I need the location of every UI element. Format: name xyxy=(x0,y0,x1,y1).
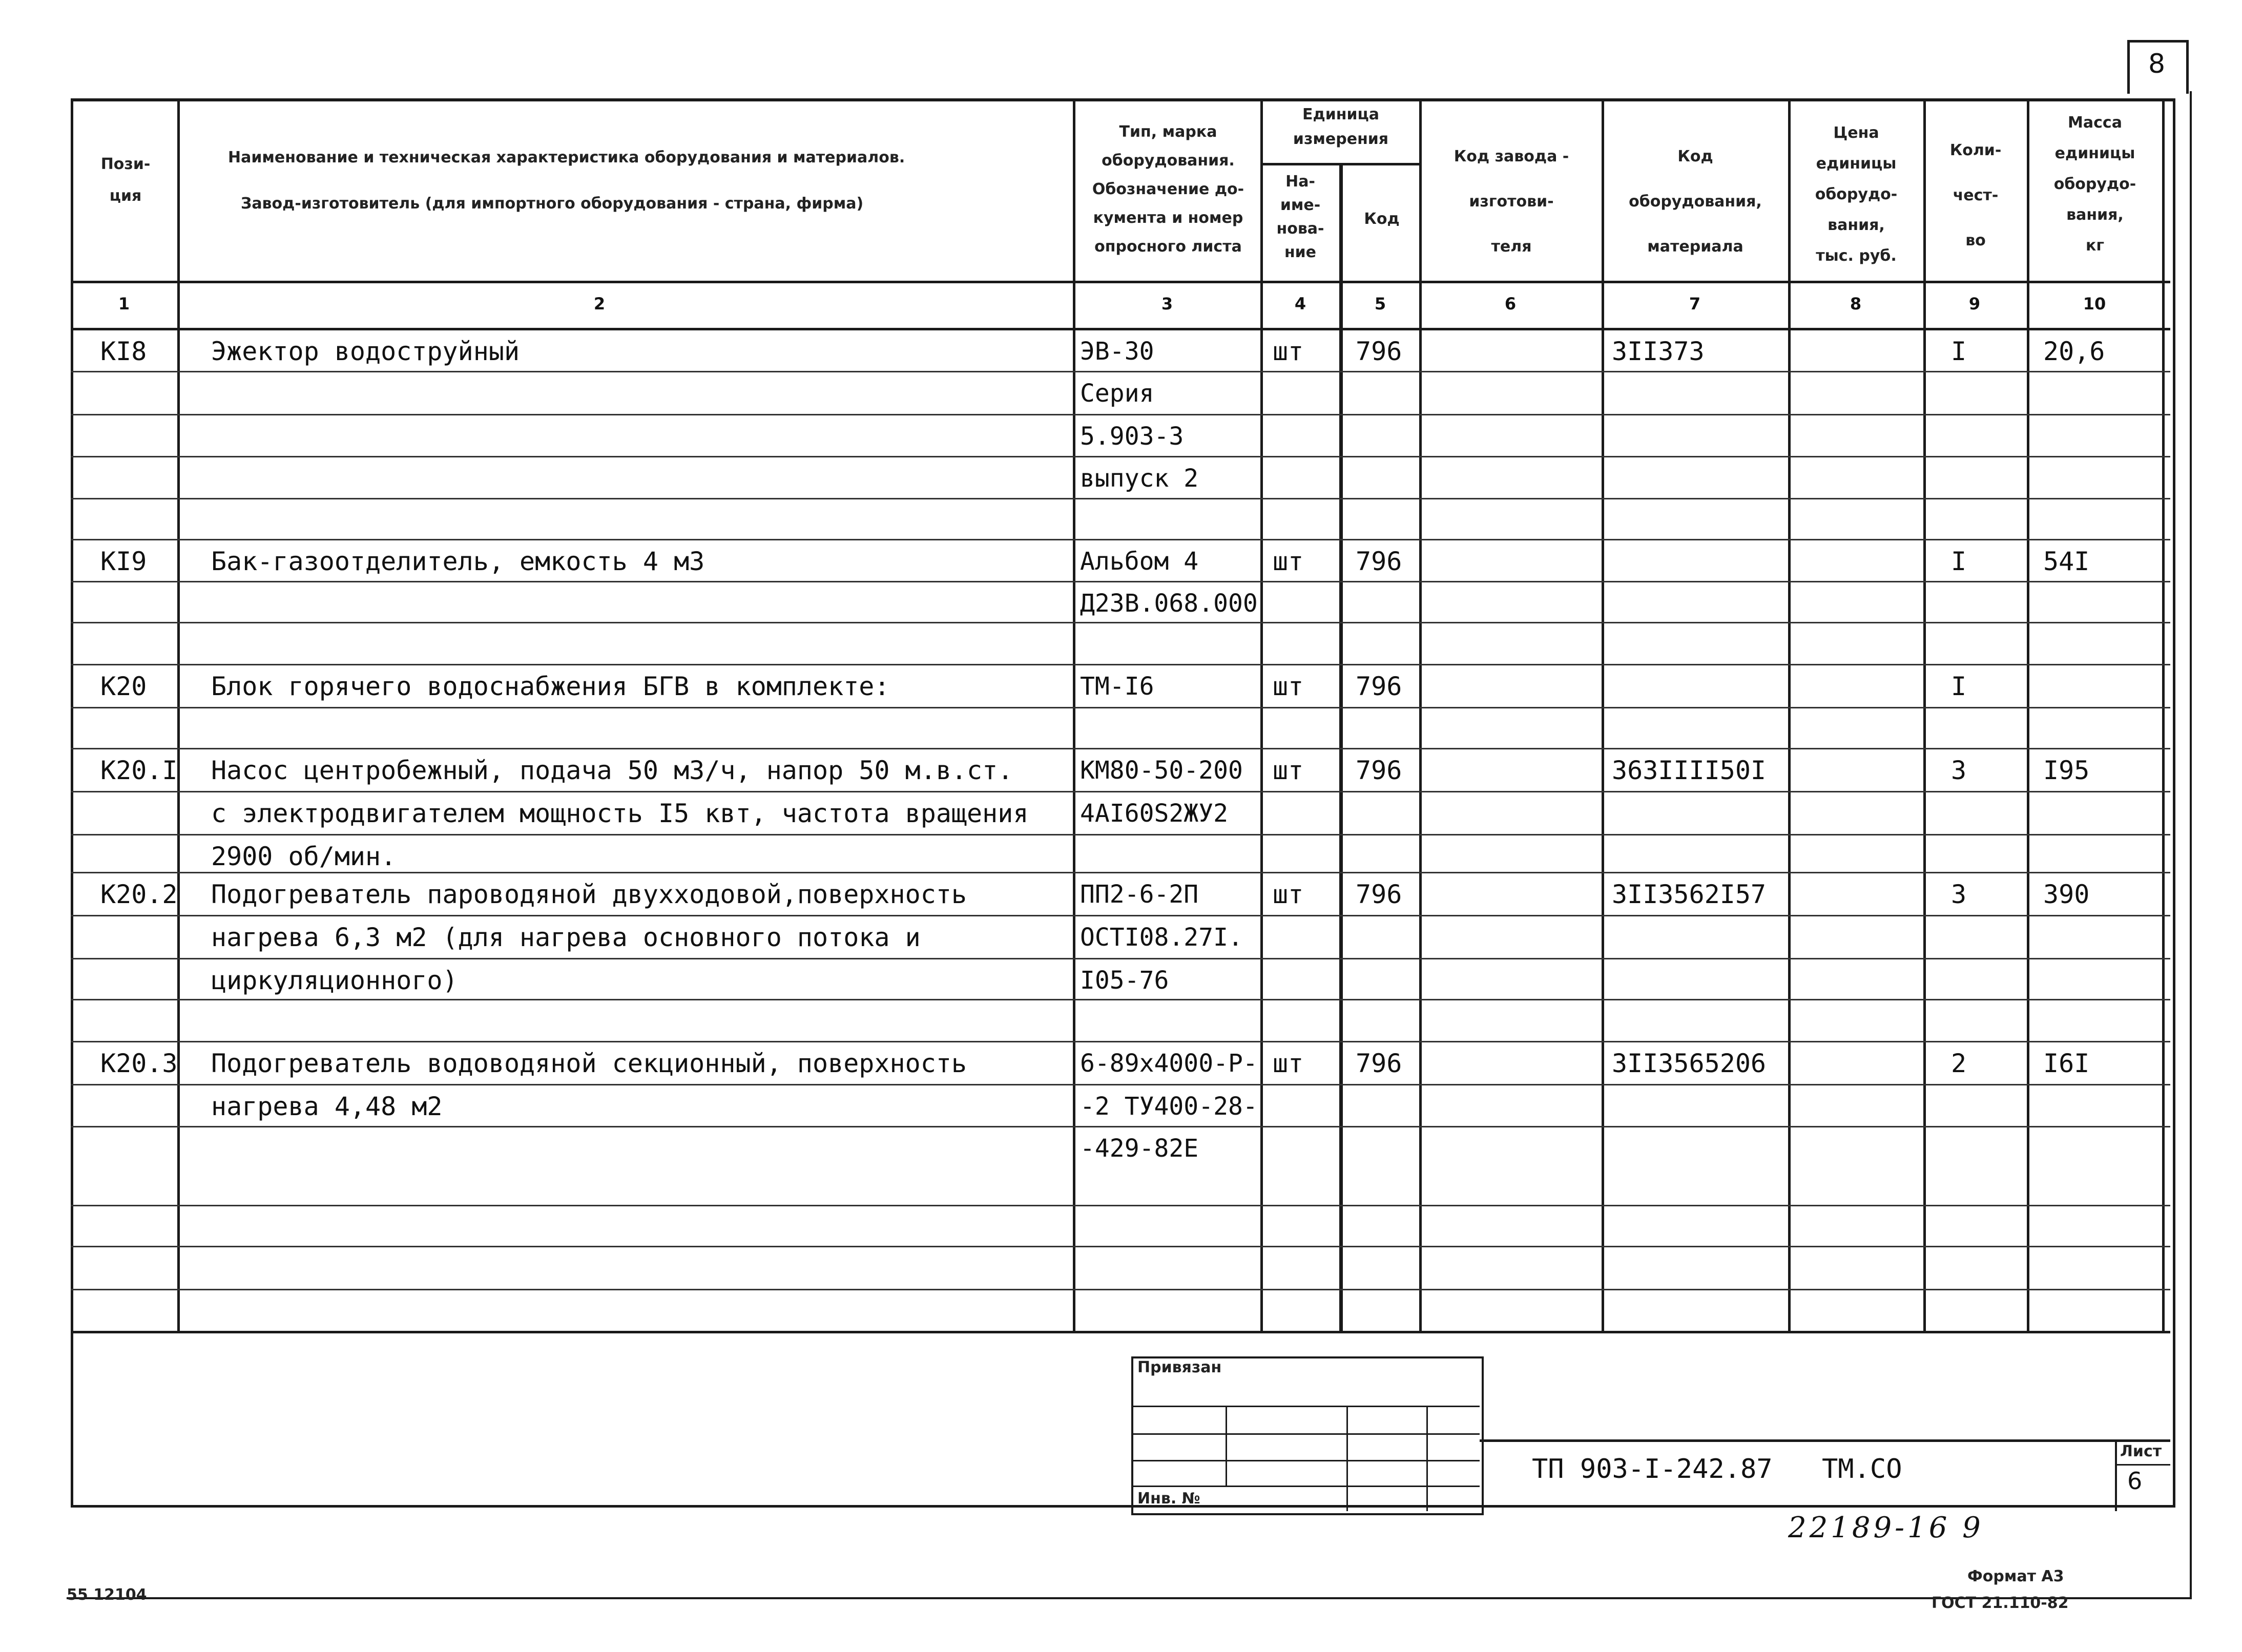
cell-qty: 2 xyxy=(1951,1049,1967,1078)
outer-frame-bottom xyxy=(67,1597,2192,1599)
col-number: 4 xyxy=(1294,294,1306,313)
cell-name: нагрева 6,3 м2 (для нагрева основного потока и xyxy=(211,923,921,952)
cell-name: Эжектор водоструйный xyxy=(211,337,520,366)
row-divider xyxy=(71,1041,2170,1042)
row-divider xyxy=(71,958,2170,959)
cell-unit: шт xyxy=(1273,1049,1304,1078)
col-number: 5 xyxy=(1374,294,1386,313)
sheet-label: Лист xyxy=(2120,1442,2162,1460)
cell-pos: KI9 xyxy=(100,547,147,576)
cell-name: Блок горячего водоснабжения БГВ в комплекте: xyxy=(211,672,890,701)
cell-mass: I95 xyxy=(2043,756,2090,785)
col-divider xyxy=(1788,98,1791,1332)
cell-type: 6-89х4000-Р- xyxy=(1080,1049,1258,1078)
cell-type: КМ80-50-200 xyxy=(1080,756,1243,785)
header-qty: Коли- чест- во xyxy=(1949,141,2002,249)
header-name-line0: Наименование и техническая характеристика оборудования и материалов. xyxy=(228,149,905,166)
col-divider xyxy=(1073,98,1075,1332)
cell-code: 796 xyxy=(1356,547,1402,576)
doc-mark: ТМ.СО xyxy=(1822,1454,1902,1484)
cell-name: 2900 об/мин. xyxy=(211,842,397,871)
cell-equip-code: 363IIII50I xyxy=(1612,756,1767,785)
row-divider xyxy=(71,999,2170,1000)
col-divider xyxy=(177,98,180,1332)
cell-type: -2 ТУ400-28- xyxy=(1080,1092,1258,1121)
left-margin-note: 55 12104 xyxy=(67,1586,147,1604)
header-type: Тип, марка оборудования. Обозначение до- кумента и номер опросного листа xyxy=(1092,123,1244,256)
cell-name: Насос центробежный, подача 50 м3/ч, напор 50 м.в.ст. xyxy=(211,756,1013,785)
header-position: Пози- ция xyxy=(100,155,151,205)
cell-name: нагрева 4,48 м2 xyxy=(211,1092,443,1121)
cell-pos: KI8 xyxy=(100,337,147,366)
numbers-bottom-line xyxy=(71,328,2170,330)
unit-group-divider xyxy=(1260,163,1419,165)
col-divider xyxy=(2027,98,2029,1332)
cell-type: Альбом 4 xyxy=(1080,547,1199,576)
col-number: 2 xyxy=(593,294,606,313)
cell-qty: I xyxy=(1951,672,1967,701)
header-unit-name: На- име- нова- ние xyxy=(1276,173,1324,261)
cell-type: -429-82Е xyxy=(1080,1134,1199,1163)
row-divider xyxy=(71,1289,2170,1290)
cell-qty: 3 xyxy=(1951,880,1967,909)
cell-unit: шт xyxy=(1273,756,1304,785)
header-name-line1: Завод-изготовитель (для импортного оборудования - страна, фирма) xyxy=(241,195,864,213)
cell-type: ЭВ-30 xyxy=(1080,337,1154,366)
cell-qty: I xyxy=(1951,337,1967,366)
row-divider xyxy=(71,456,2170,457)
stamp-privyazan-label: Привязан xyxy=(1137,1358,1222,1376)
cell-code: 796 xyxy=(1356,756,1402,785)
cell-type: ПП2-6-2П xyxy=(1080,880,1199,909)
cell-code: 796 xyxy=(1356,880,1402,909)
outer-frame-right xyxy=(2190,91,2192,1599)
cell-qty: 3 xyxy=(1951,756,1967,785)
cell-type: ТМ-I6 xyxy=(1080,672,1154,701)
cell-equip-code: 3II3562I57 xyxy=(1612,880,1767,909)
cell-pos: K20 xyxy=(100,672,147,701)
row-divider xyxy=(71,748,2170,749)
sheet-box-line xyxy=(2115,1464,2170,1466)
row-divider xyxy=(71,872,2170,873)
header-price: Цена единицы оборудо- вания, тыс. руб. xyxy=(1815,124,1898,265)
row-divider xyxy=(71,1084,2170,1085)
cell-code: 796 xyxy=(1356,337,1402,366)
row-divider xyxy=(71,834,2170,835)
table-body-bottom xyxy=(71,1331,2170,1333)
col-divider xyxy=(1339,163,1343,1332)
cell-type: 4AI60S2ЖУ2 xyxy=(1080,799,1228,828)
row-divider xyxy=(71,1126,2170,1127)
row-divider xyxy=(71,707,2170,708)
header-unit-group-title: Единица измерения xyxy=(1293,106,1389,148)
cell-equip-code: 3II3565206 xyxy=(1612,1049,1767,1078)
page-number: 8 xyxy=(2148,49,2166,79)
col-divider xyxy=(1260,98,1263,1332)
header-mass: Масса единицы оборудо- вания, кг xyxy=(2053,114,2136,255)
sheet-number: 6 xyxy=(2127,1467,2143,1495)
col-number: 8 xyxy=(1850,294,1862,313)
cell-type: ОСТI08.27I. xyxy=(1080,923,1243,952)
col-number: 9 xyxy=(1968,294,1981,313)
cell-type: Серия xyxy=(1080,379,1154,408)
cell-mass: 390 xyxy=(2043,880,2090,909)
cell-type: Д23В.068.000 xyxy=(1080,589,1258,618)
col-number: 7 xyxy=(1689,294,1701,313)
row-divider xyxy=(71,539,2170,540)
row-divider xyxy=(71,622,2170,623)
row-divider xyxy=(71,414,2170,415)
header-factory-code: Код завода - изготови- теля xyxy=(1454,148,1569,256)
format-label: Формат А3 xyxy=(1967,1567,2064,1585)
cell-pos: K20.3 xyxy=(100,1049,178,1078)
cell-qty: I xyxy=(1951,547,1967,576)
col-divider xyxy=(1602,98,1604,1332)
row-divider xyxy=(71,1205,2170,1206)
cell-name: Подогреватель пароводяной двухходовой,поверхность xyxy=(211,880,967,909)
stamp-line xyxy=(1226,1406,1227,1486)
row-divider xyxy=(71,498,2170,499)
cell-equip-code: 3II373 xyxy=(1612,337,1705,366)
col-divider xyxy=(2162,98,2165,1332)
stamp-line xyxy=(1346,1406,1348,1511)
cell-mass: 20,6 xyxy=(2043,337,2105,366)
cell-name: Подогреватель водоводяной секционный, поверхность xyxy=(211,1049,967,1078)
cell-mass: I6I xyxy=(2043,1049,2090,1078)
cell-unit: шт xyxy=(1273,547,1304,576)
col-divider xyxy=(1923,98,1926,1332)
header-unit-group: Код xyxy=(1364,210,1400,228)
col-number: 3 xyxy=(1161,294,1173,313)
handwritten-inventory-number: 22189-16 9 xyxy=(1788,1511,1984,1544)
row-divider xyxy=(71,791,2170,792)
cell-unit: шт xyxy=(1273,672,1304,701)
doc-code: ТП 903-I-242.87 xyxy=(1532,1454,1773,1484)
cell-name: с электродвигателем мощность I5 квт, частота вращения xyxy=(211,799,1029,828)
cell-type: I05-76 xyxy=(1080,966,1169,995)
col-number: 10 xyxy=(2083,294,2106,313)
row-divider xyxy=(71,664,2170,665)
gost-label: ГОСТ 21.110-82 xyxy=(1932,1594,2069,1612)
header-equip-code: Код оборудования, материала xyxy=(1629,148,1762,256)
header-bottom-line xyxy=(71,281,2170,283)
cell-code: 796 xyxy=(1356,1049,1402,1078)
cell-name: циркуляционного) xyxy=(211,966,458,995)
cell-type: выпуск 2 xyxy=(1080,464,1199,493)
stamp-inv-label: Инв. № xyxy=(1137,1490,1200,1508)
doc-block-top xyxy=(1480,1439,2170,1442)
row-divider xyxy=(71,915,2170,916)
col-number: 6 xyxy=(1504,294,1517,313)
row-divider xyxy=(71,371,2170,372)
row-divider xyxy=(71,581,2170,582)
cell-name: Бак-газоотделитель, емкость 4 м3 xyxy=(211,547,705,576)
cell-code: 796 xyxy=(1356,672,1402,701)
cell-mass: 54I xyxy=(2043,547,2090,576)
cell-unit: шт xyxy=(1273,880,1304,909)
cell-pos: K20.2 xyxy=(100,880,178,909)
row-divider xyxy=(71,1246,2170,1247)
col-number: 1 xyxy=(118,294,130,313)
col-divider xyxy=(1419,98,1422,1332)
cell-pos: K20.I xyxy=(100,756,178,785)
cell-unit: шт xyxy=(1273,337,1304,366)
stamp-line xyxy=(1426,1406,1428,1511)
cell-type: 5.903-3 xyxy=(1080,422,1184,451)
